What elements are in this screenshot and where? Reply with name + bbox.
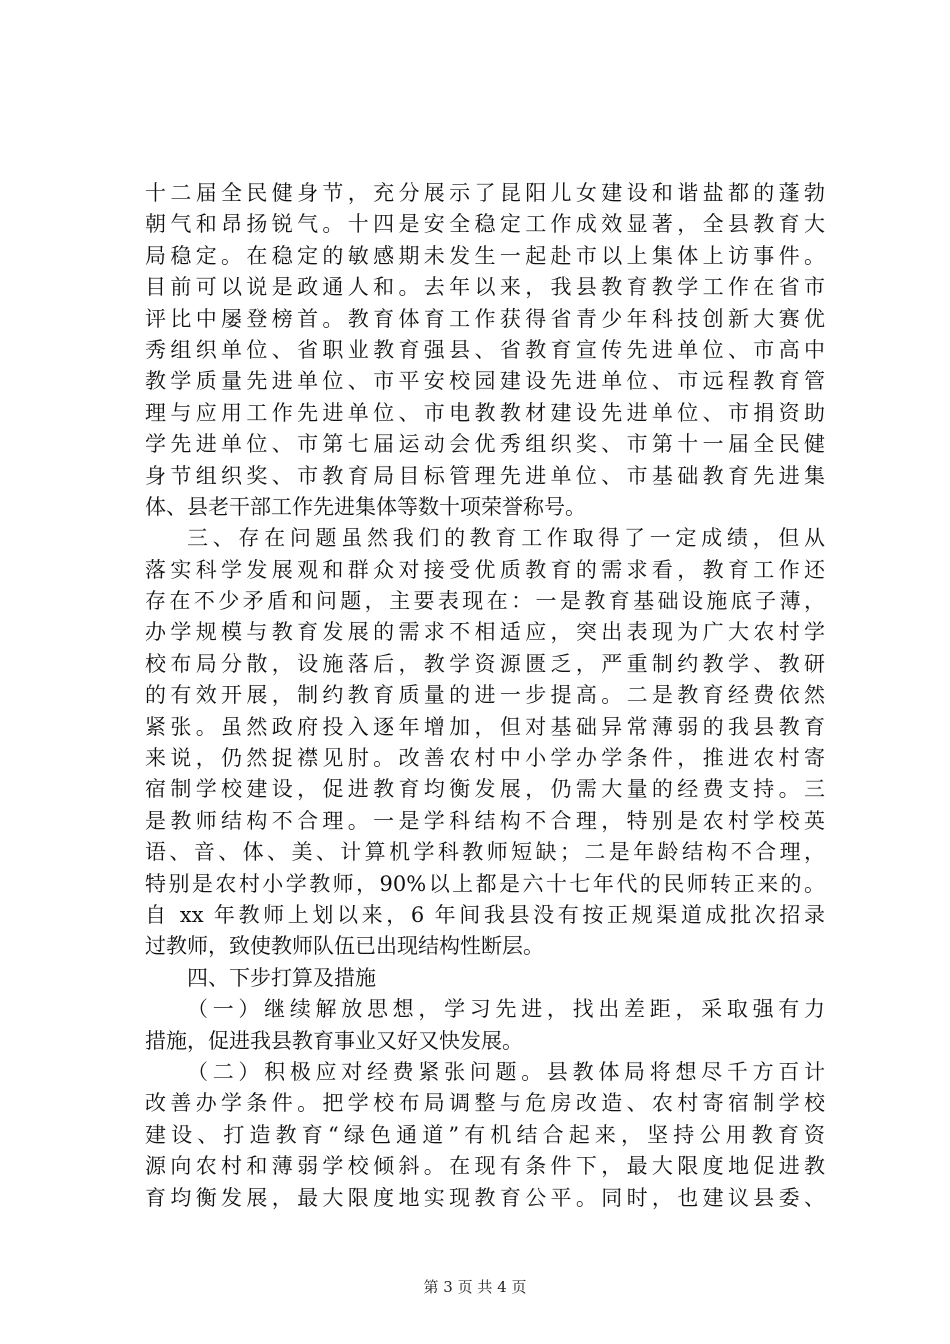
text-line: 评比中屡登榜首。教育体育工作获得省青少年科技创新大赛优 (145, 306, 825, 331)
text-line: 存在不少矛盾和问题，主要表现在：一是教育基础设施底子薄， (145, 589, 825, 614)
text-line: 十二届全民健身节，充分展示了昆阳儿女建设和谐盐都的蓬勃 (145, 181, 825, 205)
text-line: 特别是农村小学教师，90%以上都是六十七年代的民师转正来的。 (145, 871, 825, 896)
text-line: 校布局分散，设施落后，教学资源匮乏，严重制约教学、教研 (145, 651, 825, 676)
text-line: 秀组织单位、省职业教育强县、省教育宣传先进单位、市高中 (145, 337, 825, 362)
text-line: 育均衡发展，最大限度地实现教育公平。同时，也建议县委、 (145, 1185, 825, 1210)
text-line: 过教师，致使教师队伍已出现结构性断层。 (145, 934, 544, 959)
text-line: 落实科学发展观和群众对接受优质教育的需求看，教育工作还 (145, 557, 825, 582)
text-line: 措施，促进我县教育事业又好又快发展。 (145, 1028, 523, 1053)
text-line: （二）积极应对经费紧张问题。县教体局将想尽千方百计 (187, 1059, 825, 1084)
text-line: 理与应用工作先进单位、市电教教材建设先进单位、市捐资助 (145, 400, 825, 425)
text-line: 局稳定。在稳定的敏感期未发生一起赴市以上集体上访事件。 (145, 243, 825, 268)
text-line: 宿制学校建设，促进教育均衡发展，仍需大量的经费支持。三 (145, 777, 825, 802)
page-footer: 第 3 页 共 4 页 (423, 1278, 527, 1296)
text-line: 朝气和昂扬锐气。十四是安全稳定工作成效显著，全县教育大 (145, 212, 825, 237)
text-line: 自 xx 年教师上划以来，6 年间我县没有按正规渠道成批次招录 (145, 902, 825, 927)
text-line: 的有效开展，制约教育质量的进一步提高。二是教育经费依然 (145, 683, 825, 708)
text-line: 语、音、体、美、计算机学科教师短缺；二是年龄结构不合理， (145, 840, 825, 865)
text-line: 办学规模与教育发展的需求不相适应，突出表现为广大农村学 (145, 620, 825, 645)
text-line: 来说，仍然捉襟见肘。改善农村中小学办学条件，推进农村寄 (145, 746, 825, 771)
text-line: 身节组织奖、市教育局目标管理先进单位、市基础教育先进集 (145, 463, 825, 488)
text-line: 建设、打造教育“绿色通道”有机结合起来，坚持公用教育资 (145, 1122, 825, 1147)
text-line: 三、存在问题虽然我们的教育工作取得了一定成绩，但从 (187, 526, 825, 551)
text-line: 教学质量先进单位、市平安校园建设先进单位、市远程教育管 (145, 369, 825, 394)
text-line: 目前可以说是政通人和。去年以来，我县教育教学工作在省市 (145, 275, 825, 300)
text-line: 紧张。虽然政府投入逐年增加，但对基础异常薄弱的我县教育 (145, 714, 825, 739)
text-line: 改善办学条件。把学校布局调整与危房改造、农村寄宿制学校 (145, 1091, 825, 1116)
text-line: （一）继续解放思想，学习先进，找出差距，采取强有力 (187, 997, 825, 1022)
text-line: 源向农村和薄弱学校倾斜。在现有条件下，最大限度地促进教 (145, 1154, 825, 1179)
text-line: 学先进单位、市第七届运动会优秀组织奖、市第十一届全民健 (145, 432, 825, 457)
text-line: 四、下步打算及措施 (187, 965, 376, 990)
text-line: 是教师结构不合理。一是学科结构不合理，特别是农村学校英 (145, 808, 825, 833)
text-line: 体、县老干部工作先进集体等数十项荣誉称号。 (145, 494, 586, 519)
document-body (145, 178, 825, 1214)
